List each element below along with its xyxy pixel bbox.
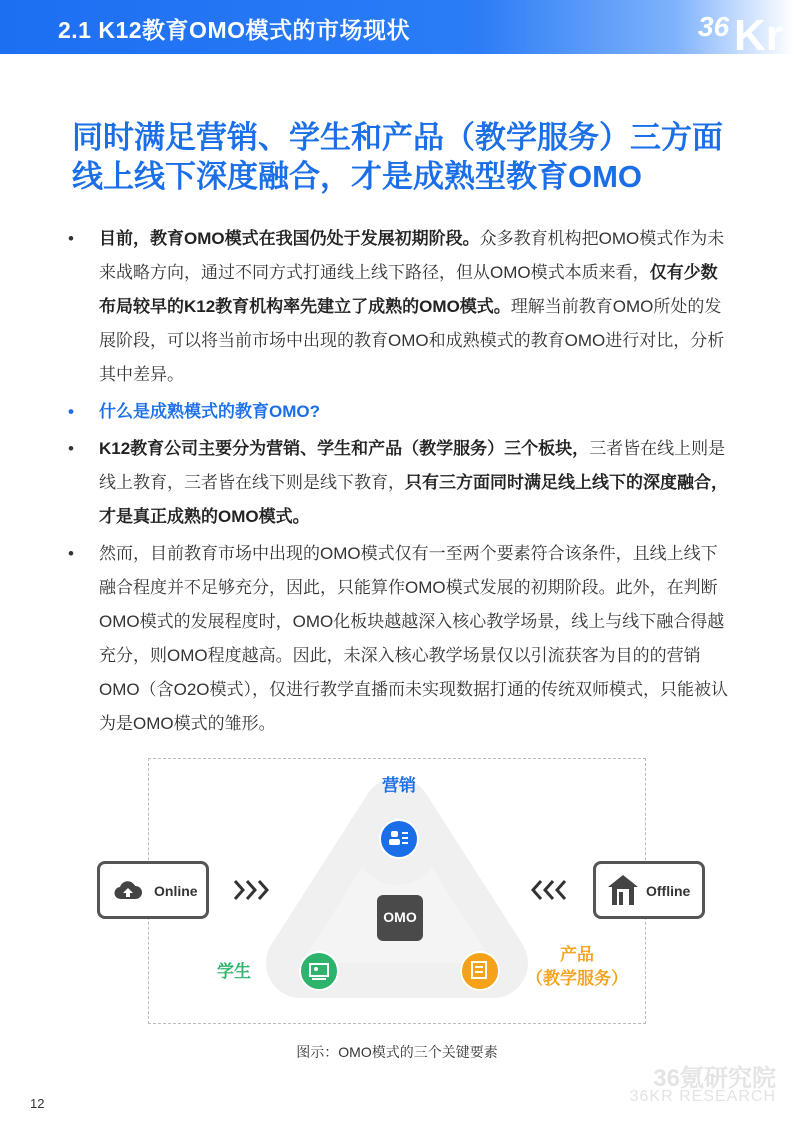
building-icon bbox=[606, 873, 640, 907]
arrows-right-icon bbox=[235, 881, 267, 899]
online-box bbox=[97, 861, 209, 919]
watermark-cn: 36氪研究院 bbox=[653, 1065, 776, 1092]
section-title: 2.1 K12教育OMO模式的市场现状 bbox=[58, 17, 410, 43]
marketing-label: 营销 bbox=[382, 776, 416, 795]
brand-logo bbox=[684, 0, 794, 54]
svg-text:36: 36 bbox=[698, 11, 730, 42]
student-label: 学生 bbox=[217, 962, 251, 981]
list-item: • 目前，教育OMO模式在我国仍处于发展初期阶段。众多教育机构把OMO模式作为未来战略方向，通过不同方式打通线上线下路径，但从OMO模式本质来看，仅有少数布局较早的K12教育机构率先建立了成熟的OMO模式。理解当前教育OMO所处的发展阶段，可以将当前市场中出现的教育OMO和成熟模式的教育OMO进行对比，分析其中差异。 bbox=[68, 229, 725, 384]
offline-label: Offline bbox=[646, 883, 691, 899]
bullet-list bbox=[68, 222, 728, 744]
student-node bbox=[300, 952, 338, 990]
offline-box bbox=[593, 861, 705, 919]
list-item: • 然而，目前教育市场中出现的OMO模式仅有一至两个要素符合该条件，且线上线下融合程度并不足够充分，因此，只能算作OMO模式发展的初期阶段。此外，在判断OMO模式的发展程度时，OMO化板块越越深入核心教学场景，线上与线下融合得越充分，则OMO程度越高。因此，未深入核心教学场景仅以引流获客为目的的营销OMO（含O2O模式），仅进行教学直播而未实现数据打通的传统双师模式，只能被认为是OMO模式的雏形。 bbox=[68, 544, 729, 733]
omo-center-label: OMO bbox=[383, 909, 417, 925]
page-number: 12 bbox=[30, 1096, 45, 1111]
online-label: Online bbox=[154, 883, 198, 899]
arrows-left-icon bbox=[533, 881, 565, 899]
page-headline: 同时满足营销、学生和产品（教学服务）三方面线上线下深度融合，才是成熟型教育OMO bbox=[72, 120, 723, 194]
svg-text:Kr: Kr bbox=[734, 11, 783, 54]
omo-diagram bbox=[148, 758, 691, 1024]
figure-caption: 图示：OMO模式的三个关键要素 bbox=[296, 1044, 498, 1060]
cloud-upload-icon bbox=[114, 879, 142, 901]
marketing-node bbox=[380, 820, 418, 858]
list-item-question: • 什么是成熟模式的教育OMO? bbox=[68, 402, 320, 421]
product-label: 产品 （教学服务） bbox=[526, 945, 628, 988]
list-item: • K12教育公司主要分为营销、学生和产品（教学服务）三个板块，三者皆在线上则是线上教育，三者皆在线下则是线下教育，只有三方面同时满足线上线下的深度融合，才是真正成熟的OMO模式。 bbox=[68, 439, 728, 526]
watermark-en: 36KR RESEARCH bbox=[629, 1088, 776, 1105]
